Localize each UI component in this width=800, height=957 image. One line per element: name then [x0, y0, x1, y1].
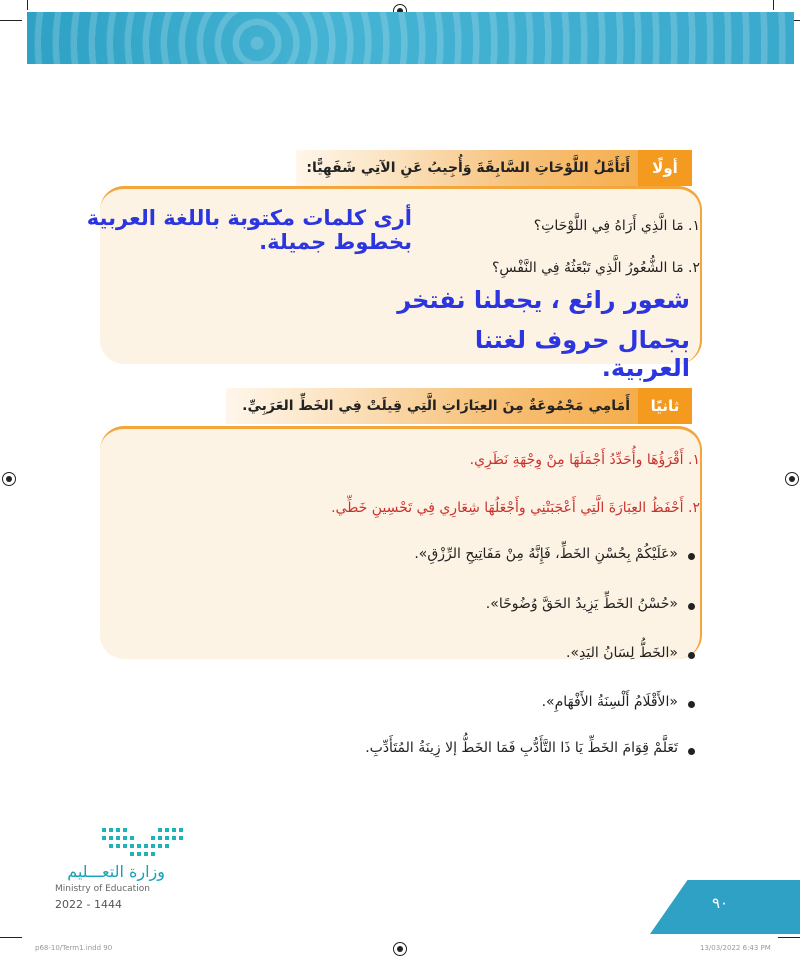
crop-mark: [773, 0, 774, 10]
section2-title: أَمَامِي مَجْمُوعَةٌ مِنَ العِبَارَاتِ الَّتِي قِيلَتْ فِي الخَطِّ العَرَبِيِّ.: [242, 398, 630, 414]
task-1: ١. أَقْرَؤُهَا وأُحَدِّدُ أَجْمَلَهَا مِنْ وِجْهَةِ نَظَرِي.: [469, 452, 700, 468]
answer-2-line2: بجمال حروف لغتنا العربية.: [474, 326, 690, 382]
bullet-dot: [688, 701, 695, 708]
top-banner: [27, 12, 794, 64]
registration-mark-icon: [393, 942, 407, 956]
print-slug-left: p68-10/Term1.indd 90: [35, 944, 113, 952]
section1-tag: أولًا: [638, 150, 692, 186]
ministry-logo-icon: [100, 826, 190, 860]
print-slug-right: 13/03/2022 6:43 PM: [700, 944, 771, 952]
bullet-dot: [688, 748, 695, 755]
edition-year: 2022 - 1444: [55, 898, 122, 911]
crop-mark: [27, 0, 28, 10]
list-item: تَعَلَّمْ قِوَامَ الخَطِّ يَا ذَا التَّأَدُّبِ فَمَا الخَطُّ إلا زِينَةُ المُتَأَدِّبِ.: [365, 740, 678, 756]
list-item: «عَلَيْكُمْ بِحُسْنِ الخَطِّ، فَإِنَّهُ مِنْ مَفَاتِيحِ الرِّزْقِ».: [414, 546, 678, 562]
ministry-name-ar: وزارة التعـــليم: [67, 862, 165, 881]
question-2: ٢. مَا الشُّعُورُ الَّذِي تَبْعَثُهُ فِي النَّفْسِ؟: [491, 260, 700, 276]
task-2: ٢. أَحْفَظُ العِبَارَةَ الَّتِي أَعْجَبَتْنِي وأَجْعَلُهَا شِعَارِي فِي تَحْسِينِ خَطِّي.: [331, 500, 700, 516]
registration-mark-icon: [2, 472, 16, 486]
crop-mark: [778, 937, 800, 938]
bullet-dot: [688, 603, 695, 610]
bullet-dot: [688, 553, 695, 560]
section1-title: أَتَأَمَّلُ اللَّوْحَاتِ السَّابِقَةَ وَأُجِيبُ عَنِ الآتِي شَفَهِيًّا:: [306, 160, 630, 176]
list-item: «الأَقْلَامُ أَلْسِنَةُ الأَفْهَامِ».: [541, 694, 678, 710]
list-item: «حُسْنُ الخَطِّ يَزِيدُ الحَقَّ وُضُوحًا».: [485, 596, 678, 612]
answer-2-line1: شعور رائع ، يجعلنا نفتخر: [397, 286, 690, 314]
crop-mark: [0, 937, 22, 938]
answer-1: أرى كلمات مكتوبة باللغة العربية بخطوط جميلة.: [86, 206, 412, 254]
registration-mark-icon: [785, 472, 799, 486]
bullet-dot: [688, 652, 695, 659]
section2-tag: ثانيًا: [638, 388, 692, 424]
page-number: ٩٠: [711, 894, 729, 912]
question-1: ١. مَا الَّذِي أَرَاهُ فِي اللَّوْحَاتِ؟: [533, 218, 700, 234]
ministry-name-en: Ministry of Education: [55, 884, 150, 894]
list-item: «الخَطُّ لِسَانُ اليَدِ».: [566, 645, 678, 661]
crop-mark: [0, 20, 22, 21]
